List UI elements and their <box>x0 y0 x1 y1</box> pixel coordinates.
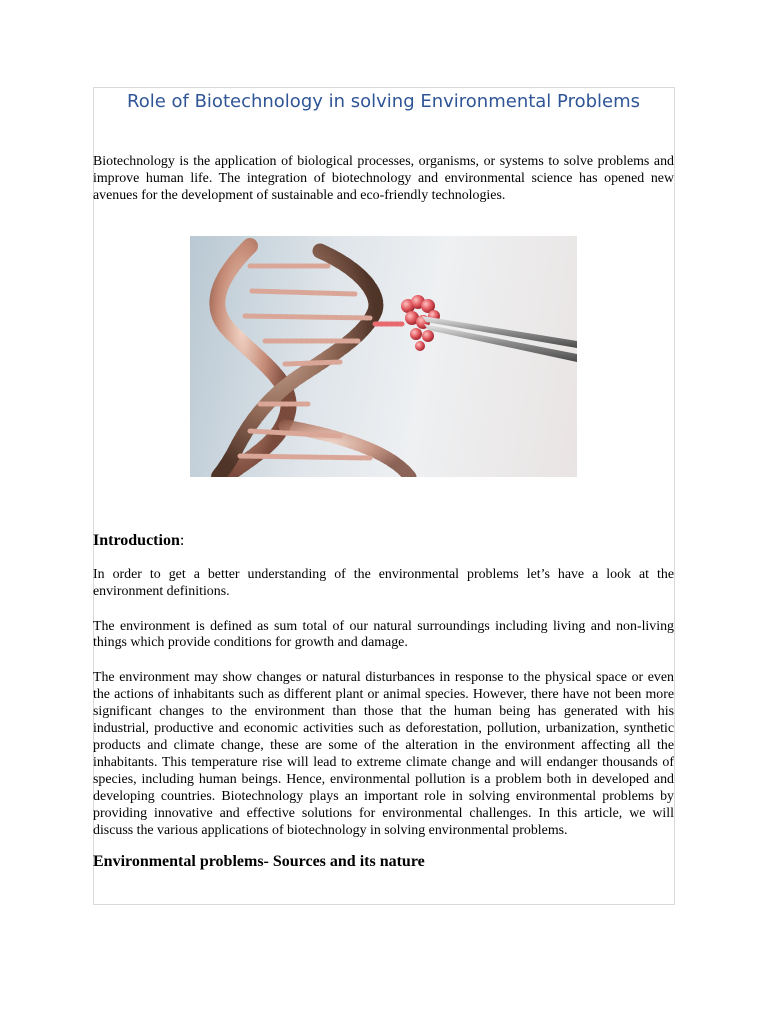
intro-paragraph: Biotechnology is the application of biological processes, organisms, or systems to solve problems and improve human life. The integration of biotechnology and environmental science has opened new avenues for the development of sustainable and eco-friendly technologies. <box>93 154 674 203</box>
environment-changes-paragraph: The environment may show changes or natural disturbances in response to the physical space or even the actions of inhabitants such as different plant or animal species. However, there have not been more significant changes to the environment than those that the human being has generated with his industrial, productive and economic activities such as deforestation, pollution, urbanization, synthetic products and climate change, these are some of the alteration in the environment affecting all the inhabitants. This temperature rise will lead to extreme climate change and will endanger thousands of species, including human beings. Hence, environmental pollution is a problem both in developed and developing countries. Biotechnology plays an important role in solving environmental problems by providing innovative and effective solutions for environmental challenges. In this article, we will discuss the various applications of biotechnology in solving environmental problems. <box>93 670 674 838</box>
dna-helix-illustration <box>190 236 577 477</box>
introduction-paragraph: In order to get a better understanding of the environmental problems let’s have a look at the environment definitions. <box>93 566 674 599</box>
dna-fragment-red <box>375 295 440 351</box>
document-content <box>93 87 674 872</box>
tweezers <box>422 316 577 362</box>
environment-definition-paragraph: The environment is defined as sum total of our natural surroundings including living and non-living things which provide conditions for growth and damage. <box>93 618 674 651</box>
section-heading-environmental-problems: Environmental problems- Sources and its nature <box>93 853 425 871</box>
dna-helix-image <box>190 236 577 477</box>
heading-colon: : <box>179 531 185 549</box>
document-title: Role of Biotechnology in solving Environmental Problems <box>127 91 640 112</box>
section-heading-introduction <box>93 531 674 551</box>
introduction-heading-text: Introduction <box>93 531 180 549</box>
